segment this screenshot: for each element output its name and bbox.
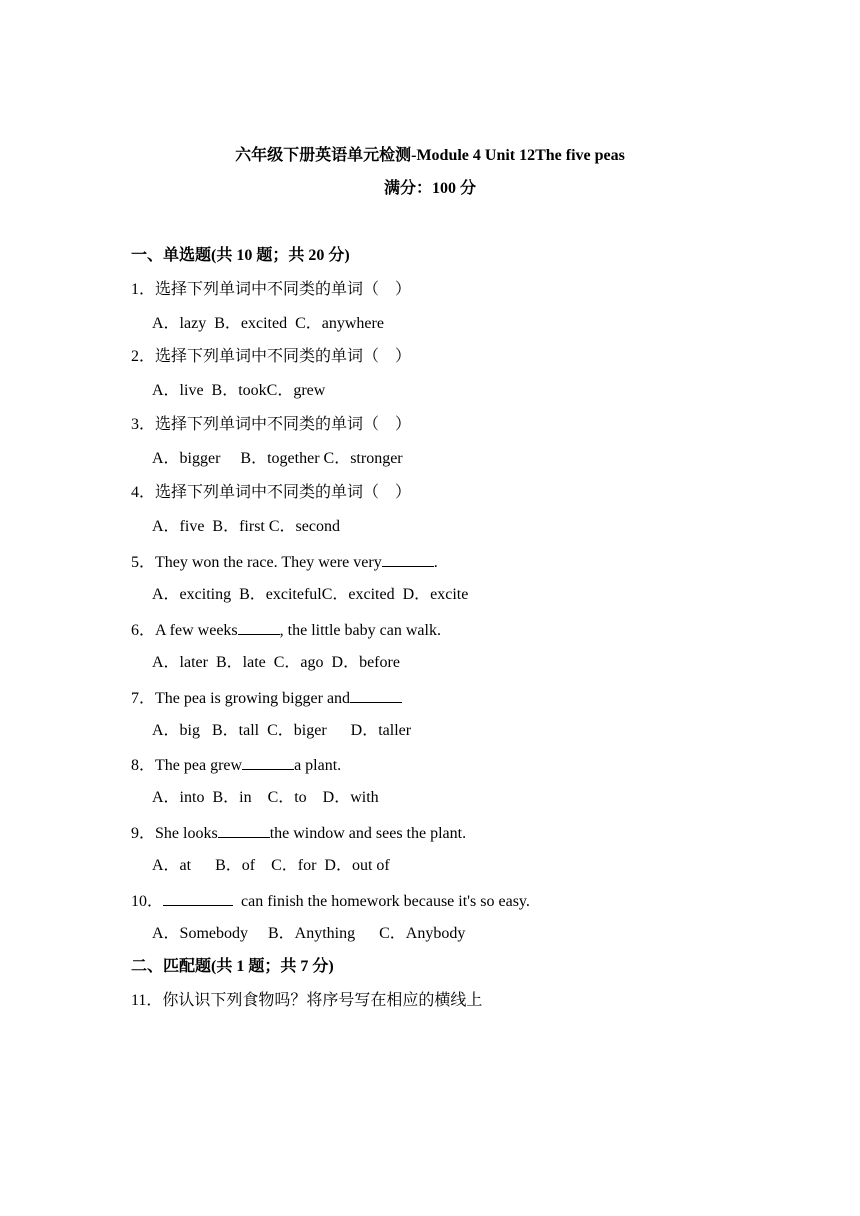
question-9-stem — [131, 821, 466, 845]
question-10-stem-before: 10． — [131, 893, 164, 910]
question-1-stem: 1．选择下列单词中不同类的单词（ ） — [131, 281, 412, 298]
question-5-stem-before: 5．They won the race. They were very — [131, 554, 382, 571]
question-7-stem-before: 7．The pea is growing bigger and — [131, 690, 351, 707]
answer-blank — [163, 889, 233, 906]
section-heading-single-choice: 一、单选题(共 10 题；共 20 分) — [131, 247, 350, 264]
question-8-stem-before: 8．The pea grew — [131, 757, 243, 774]
question-5-options: A．exciting B．excitefulC．excited D．excite — [152, 586, 469, 603]
question-5-stem-after: . — [433, 554, 438, 571]
question-10-options: A．Somebody B．Anything C．Anybody — [152, 925, 466, 942]
question-9-options: A．at B．of C．for D．out of — [152, 857, 390, 874]
question-2-options: A．live B．tookC．grew — [152, 382, 326, 399]
question-1-options: A．lazy B．excited C．anywhere — [152, 315, 384, 332]
answer-blank — [382, 550, 434, 567]
question-4-stem: 4．选择下列单词中不同类的单词（ ） — [131, 484, 412, 501]
answer-blank — [238, 618, 280, 635]
question-7-stem — [131, 686, 402, 710]
answer-blank — [242, 753, 294, 770]
section-heading-matching: 二、匹配题(共 1 题；共 7 分) — [131, 958, 334, 975]
question-7-options: A．big B．tall C．biger D．taller — [152, 722, 412, 739]
question-6-stem — [131, 618, 441, 642]
question-6-options: A．later B．late C．ago D．before — [152, 654, 400, 671]
question-3-stem: 3．选择下列单词中不同类的单词（ ） — [131, 416, 412, 433]
answer-blank — [350, 686, 402, 703]
question-8-stem-after: a plant. — [294, 757, 342, 774]
question-8-options: A．into B．in C．to D．with — [152, 789, 379, 806]
question-9-stem-after: the window and sees the plant. — [269, 825, 467, 842]
question-11-stem: 11．你认识下列食物吗？将序号写在相应的横线上 — [131, 992, 483, 1009]
total-score: 满分：100 分 — [383, 180, 476, 197]
question-5-stem — [131, 550, 438, 574]
question-3-options: A．bigger B．together C．stronger — [152, 450, 403, 467]
question-9-stem-before: 9．She looks — [131, 825, 218, 842]
answer-blank — [218, 821, 270, 838]
question-6-stem-after: , the little baby can walk. — [279, 622, 441, 639]
document-title: 六年级下册英语单元检测-Module 4 Unit 12The five peas — [235, 147, 625, 164]
question-6-stem-before: 6．A few weeks — [131, 622, 238, 639]
question-10-stem — [131, 889, 530, 913]
question-4-options: A．five B．first C．second — [152, 518, 340, 535]
question-10-stem-after: can finish the homework because it's so easy. — [233, 893, 530, 910]
question-8-stem — [131, 753, 341, 777]
question-2-stem: 2．选择下列单词中不同类的单词（ ） — [131, 348, 412, 365]
